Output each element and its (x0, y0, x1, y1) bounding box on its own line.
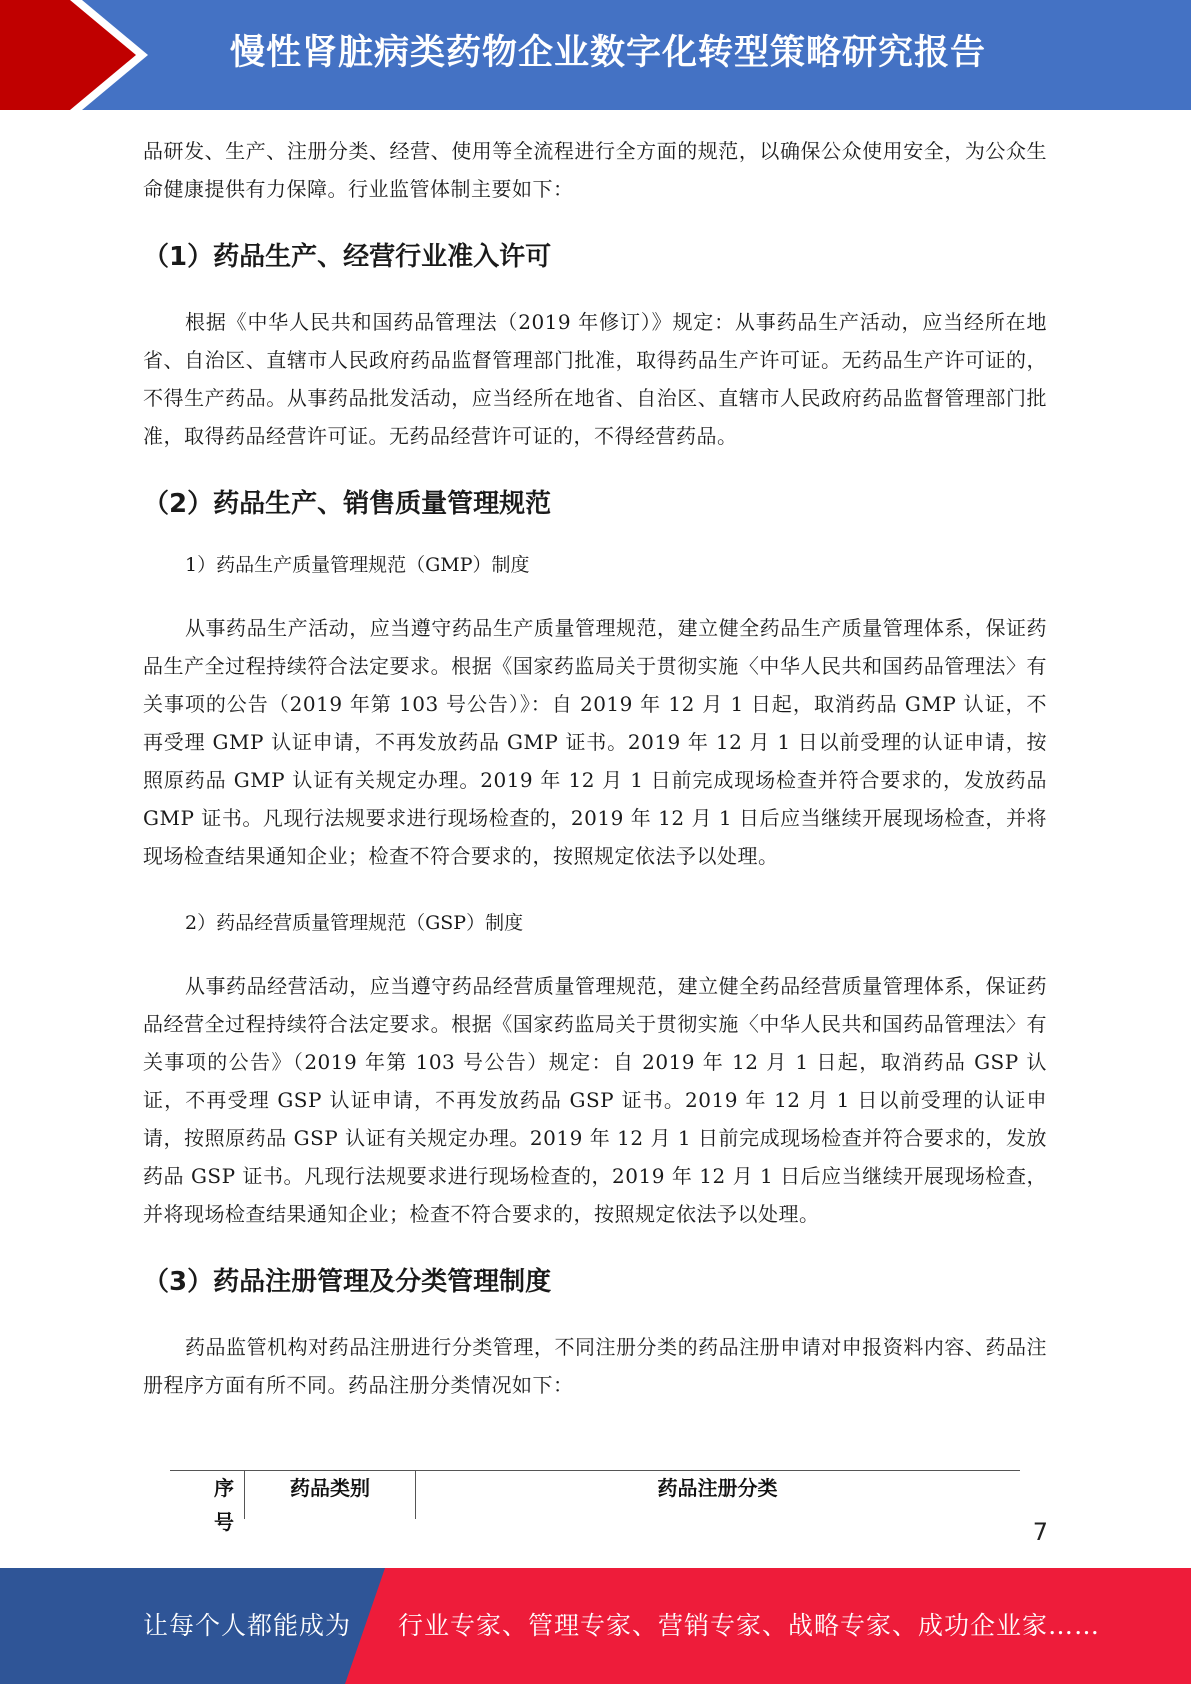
page-number: 7 (1032, 1518, 1048, 1546)
section-1-paragraph: 根据《中华人民共和国药品管理法（2019 年修订）》规定：从事药品生产活动，应当经所在地省、自治区、直辖市人民政府药品监督管理部门批准，取得药品生产许可证。无药品生产许可证的，不得生产药品。从事药品批发活动，应当经所在地省、自治区、直辖市人民政府药品监督管理部门批准，取得药品经营许可证。无药品经营许可证的，不得经营药品。 (143, 310, 1047, 448)
table-header-registration-class: 药品注册分类 (657, 1476, 778, 1500)
intro-paragraph: 品研发、生产、注册分类、经营、使用等全流程进行全方面的规范，以确保公众使用安全，为公众生命健康提供有力保障。行业监管体制主要如下： (143, 139, 1047, 201)
gsp-paragraph: 从事药品经营活动，应当遵守药品经营质量管理规范，建立健全药品经营质量管理体系，保证药品经营全过程持续符合法定要求。根据《国家药监局关于贯彻实施〈中华人民共和国药品管理法〉有关事项的公告》（2019 年第 103 号公告）规定：自 2019 年 12 月 1 日起，取消药品 GSP 认证，不再受理 GSP 认证申请，不再发放药品 GSP 证书。2019 年 12 月 1 日以前受理的认证申请，按照原药品 GSP 认证有关规定办理。2019 年 12 月 1 日前完成现场检查并符合要求的，发放药品 GSP 证书。凡现行法规要求进行现场检查的，2019 年 12 月 1 日后应当继续开展现场检查，并将现场检查结果通知企业；检查不符合要求的，按照规定依法予以处理。 (143, 974, 1047, 1226)
gmp-subheading: 1）药品生产质量管理规范（GMP）制度 (185, 554, 530, 576)
document-body (143, 132, 1047, 1404)
section-2-heading: （2）药品生产、销售质量管理规范 (143, 489, 552, 519)
registration-table (170, 1470, 1020, 1534)
section-1-heading: （1）药品生产、经营行业准入许可 (143, 242, 552, 272)
header-banner (0, 0, 1191, 110)
table-header-category: 药品类别 (245, 1471, 416, 1519)
footer-slogan-left: 让每个人都能成为 (143, 1611, 352, 1640)
gmp-paragraph: 从事药品生产活动，应当遵守药品生产质量管理规范，建立健全药品生产质量管理体系，保证药品生产全过程持续符合法定要求。根据《国家药监局关于贯彻实施〈中华人民共和国药品管理法〉有关事项的公告（2019 年第 103 号公告）》：自 2019 年 12 月 1 日起，取消药品 GMP 认证，不再受理 GMP 认证申请，不再发放药品 GMP 证书。2019 年 12 月 1 日以前受理的认证申请，按照原药品 GMP 认证有关规定办理。2019 年 12 月 1 日前完成现场检查并符合要求的，发放药品 GMP 证书。凡现行法规要求进行现场检查的，2019 年 12 月 1 日后应当继续开展现场检查，并将现场检查结果通知企业；检查不符合要求的，按照规定依法予以处理。 (143, 616, 1047, 868)
section-3-paragraph: 药品监管机构对药品注册进行分类管理，不同注册分类的药品注册申请对申报资料内容、药品注册程序方面有所不同。药品注册分类情况如下： (143, 1335, 1047, 1397)
footer-slogan-right: 行业专家、管理专家、营销专家、战略专家、成功企业家…… (398, 1611, 1101, 1640)
table-header-index: 序号 (170, 1471, 245, 1519)
section-3-heading: （3）药品注册管理及分类管理制度 (143, 1267, 552, 1297)
footer-banner (0, 1568, 1191, 1684)
red-chevron-graphic (0, 0, 150, 110)
report-title: 慢性肾脏病类药物企业数字化转型策略研究报告 (230, 33, 987, 73)
gsp-subheading: 2）药品经营质量管理规范（GSP）制度 (185, 912, 524, 934)
